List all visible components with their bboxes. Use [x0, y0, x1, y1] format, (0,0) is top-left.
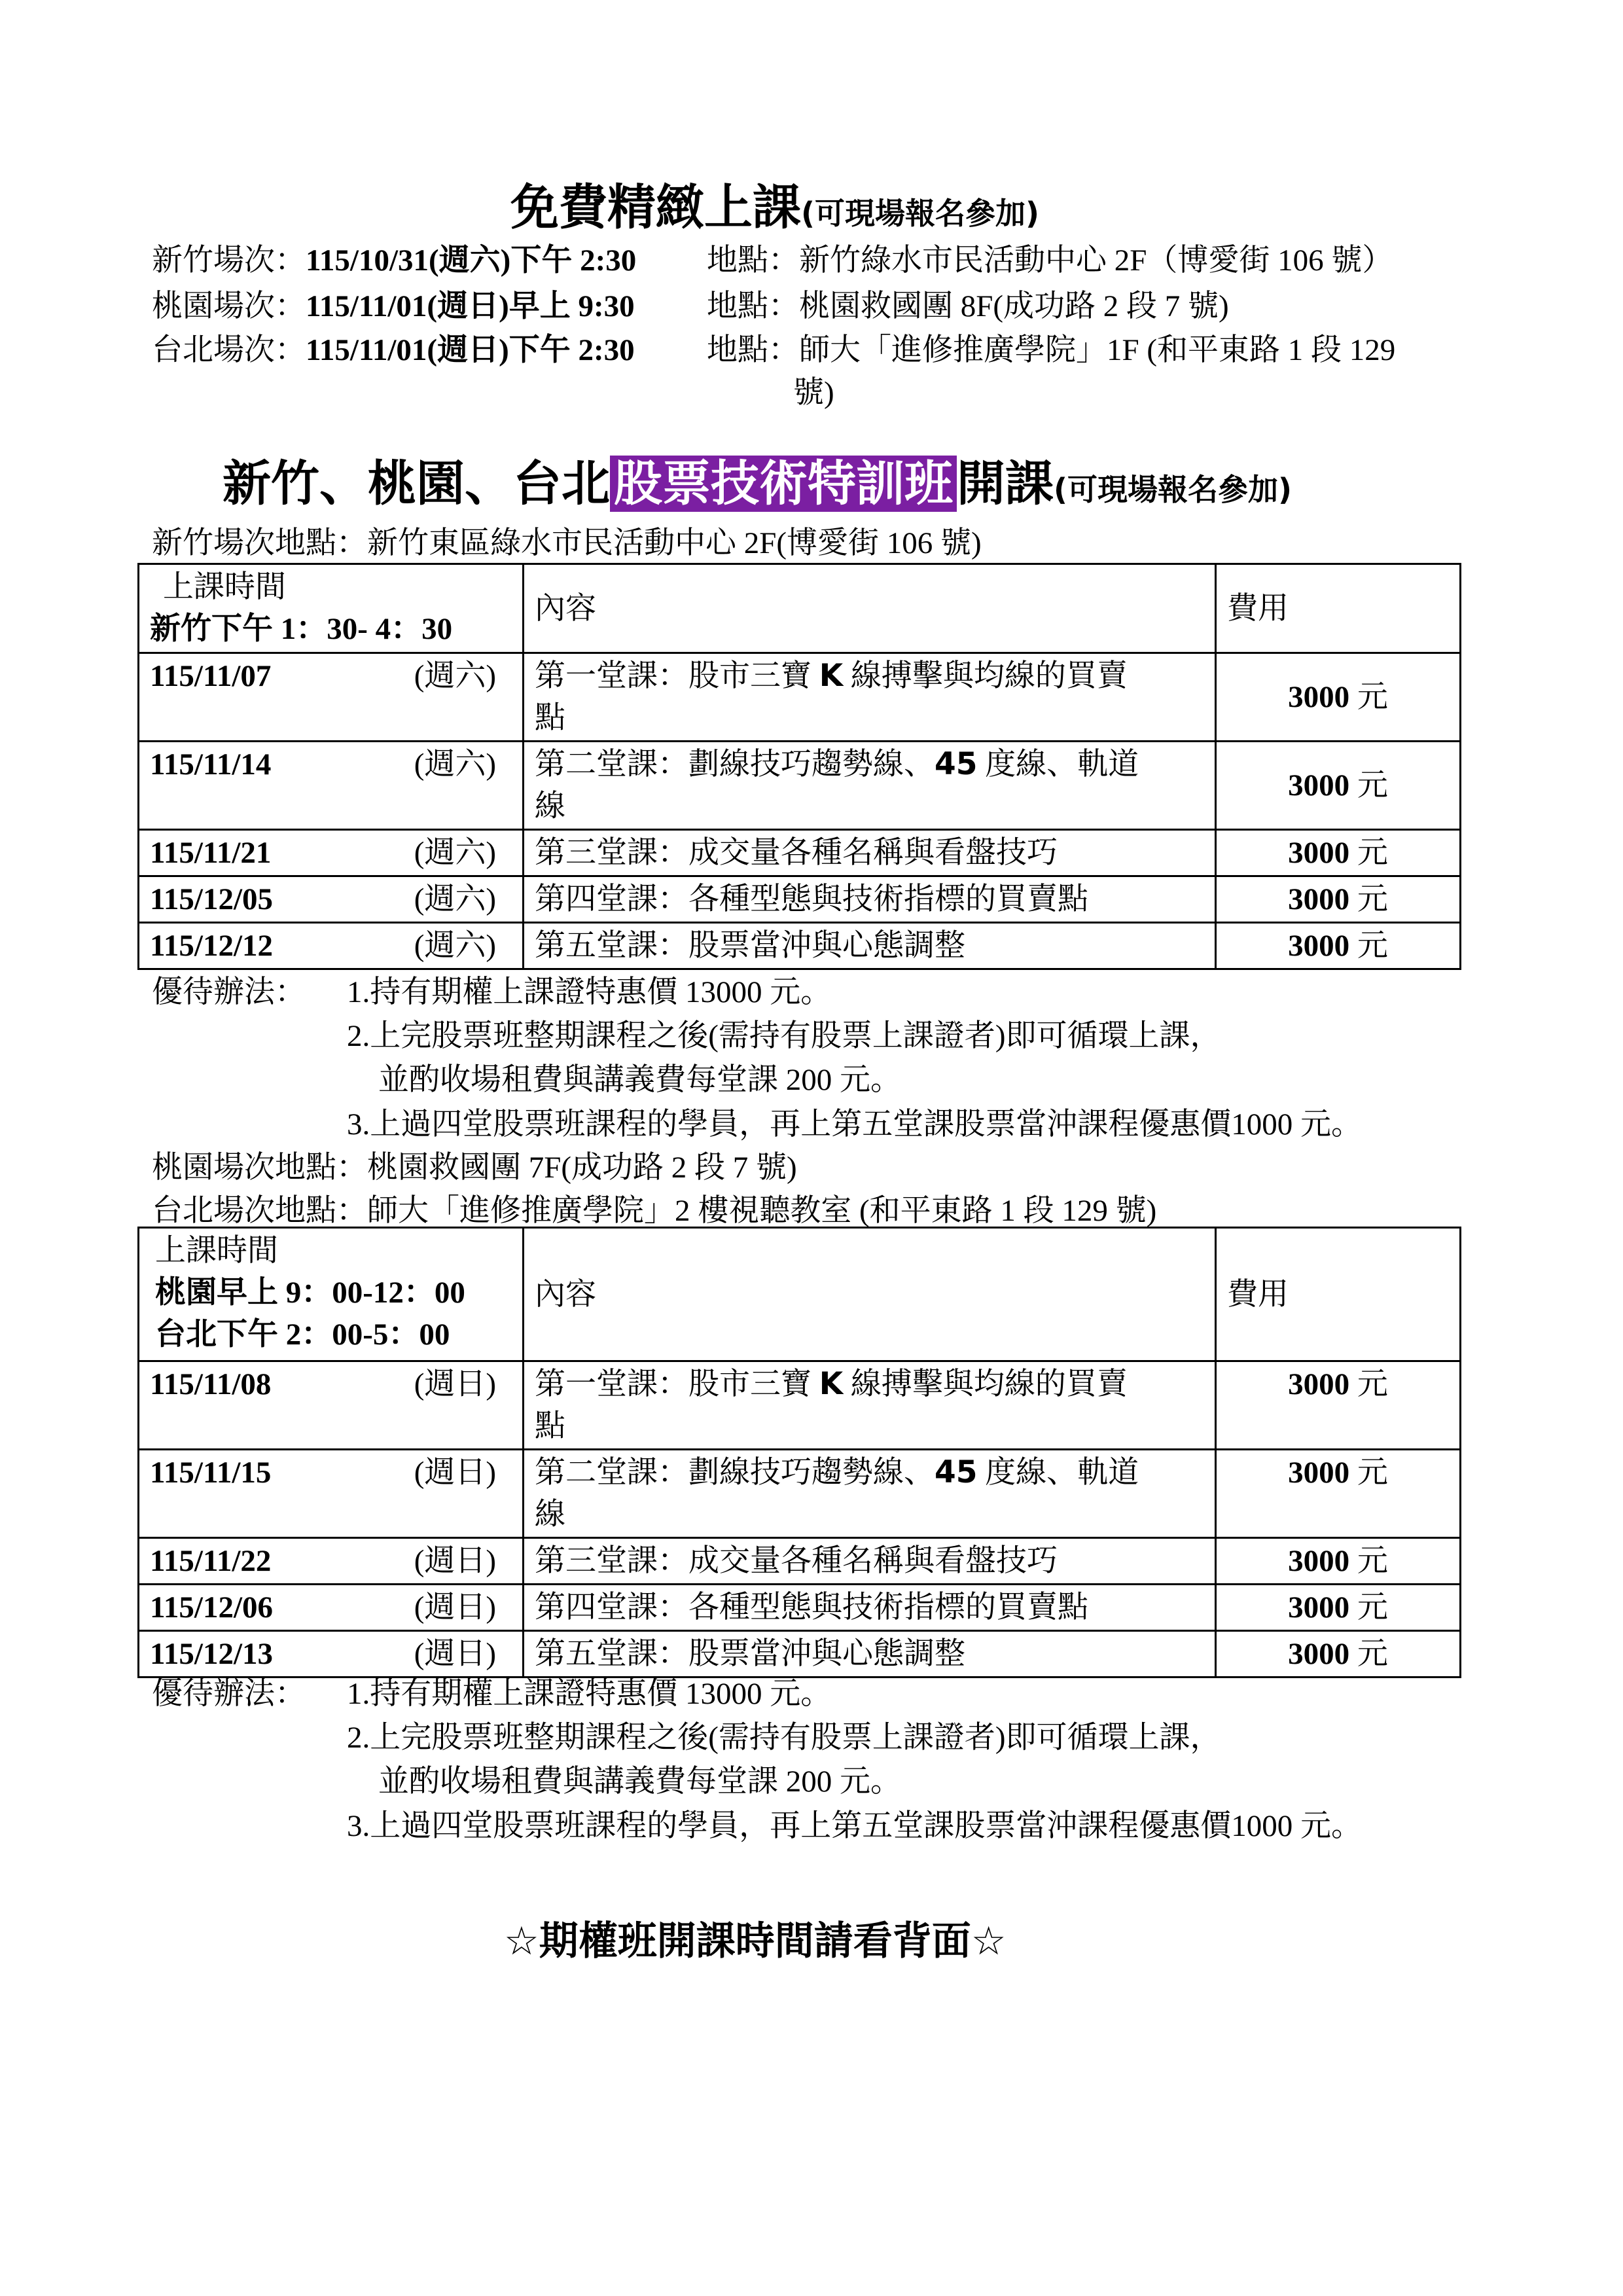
- fee-amount: 3000: [1288, 929, 1350, 963]
- header-fee-cell: 費用: [1216, 1228, 1461, 1361]
- content-text-2: 度線、軌道: [977, 747, 1139, 781]
- content-cell: [524, 653, 1216, 742]
- content-text: 第二堂課：劃線技巧趨勢線、: [535, 747, 935, 781]
- header-time-cell: [139, 1228, 524, 1361]
- header-time-cell: [139, 564, 524, 653]
- date-text: 115/12/06: [150, 1590, 274, 1624]
- fee-unit: 元: [1349, 1544, 1388, 1578]
- fee-cell: [1216, 1631, 1461, 1677]
- offer-item-3-2: 3.上過四堂股票班課程的學員，再上第五堂課股票當沖課程優惠價1000 元。: [347, 1809, 1362, 1843]
- header-content-cell: 內容: [524, 564, 1216, 653]
- weekday-text: (週六): [414, 836, 496, 870]
- table-row: [139, 742, 1461, 830]
- table-row: [139, 923, 1461, 969]
- content-cell: [524, 1450, 1216, 1538]
- date-text: 115/11/07: [150, 659, 272, 693]
- content-emph: 45: [935, 1454, 978, 1490]
- date-text: 115/11/08: [150, 1367, 272, 1401]
- fee-amount: 3000: [1288, 768, 1350, 802]
- fee-unit: 元: [1349, 1456, 1388, 1490]
- content-cell: 第四堂課：各種型態與技術指標的買賣點: [524, 876, 1216, 923]
- content-emph: K: [819, 1366, 844, 1402]
- date-cell: [139, 830, 524, 876]
- training-title-highlight: 股票技術特訓班: [610, 456, 957, 512]
- table-row: [139, 653, 1461, 742]
- free-session-taipei: [152, 325, 635, 369]
- hsinchu-location-line: 新竹場次地點：新竹東區綠水市民活動中心 2F(博愛街 106 號): [152, 526, 982, 560]
- date-text: 115/12/13: [150, 1637, 274, 1671]
- fee-unit: 元: [1349, 929, 1388, 963]
- fee-cell: [1216, 1538, 1461, 1585]
- training-title-note: (可現場報名參加): [1054, 472, 1293, 507]
- fee-amount: 3000: [1288, 1637, 1350, 1671]
- content-cell: 第四堂課：各種型態與技術指標的買賣點: [524, 1585, 1216, 1631]
- fee-unit: 元: [1349, 836, 1388, 870]
- header-time-label: 上課時間: [155, 1234, 278, 1268]
- table-row: [139, 830, 1461, 876]
- taoyuan-taipei-schedule-table: [137, 1227, 1461, 1678]
- footer-note: [504, 1910, 1007, 1966]
- free-session-hsinchu-location: 地點：新竹綠水市民活動中心 2F（博愛街 106 號）: [707, 243, 1393, 278]
- fee-cell: [1216, 1450, 1461, 1538]
- fee-cell: [1216, 653, 1461, 742]
- session-prefix: 台北場次：: [152, 333, 306, 367]
- content-cont: 線: [535, 789, 565, 823]
- free-session-taipei-location: 地點：師大「進修推廣學院」1F (和平東路 1 段 129: [707, 333, 1396, 367]
- content-cell: 第五堂課：股票當沖與心態調整: [524, 923, 1216, 969]
- fee-cell: [1216, 742, 1461, 830]
- header-time-range: 新竹下午 1：30- 4：30: [150, 612, 453, 646]
- content-text-2: 度線、軌道: [977, 1456, 1139, 1490]
- fee-cell: [1216, 830, 1461, 876]
- weekday-text: (週六): [414, 929, 496, 963]
- date-cell: [139, 1538, 524, 1585]
- weekday-text: (週六): [414, 882, 496, 916]
- date-text: 115/11/22: [150, 1544, 272, 1578]
- content-cell: 第五堂課：股票當沖與心態調整: [524, 1631, 1216, 1677]
- free-session-hsinchu: [152, 236, 636, 279]
- fee-unit: 元: [1349, 1590, 1388, 1624]
- header-fee-cell: 費用: [1216, 564, 1461, 653]
- date-cell: [139, 653, 524, 742]
- training-title-post: 開課: [957, 456, 1054, 512]
- fee-unit: 元: [1349, 1367, 1388, 1401]
- header-time-taipei: 台北下午 2：00-5：00: [155, 1318, 450, 1352]
- free-session-taipei-location-cont: 號): [793, 376, 834, 410]
- free-class-title: [510, 169, 1039, 238]
- fee-unit: 元: [1349, 1637, 1388, 1671]
- fee-cell: [1216, 1361, 1461, 1450]
- date-text: 115/12/12: [150, 929, 274, 963]
- table-row: [139, 1361, 1461, 1450]
- content-cell: [524, 1361, 1216, 1450]
- fee-cell: [1216, 1585, 1461, 1631]
- fee-unit: 元: [1349, 680, 1388, 714]
- content-text-2: 線搏擊與均線的買賣: [843, 659, 1128, 693]
- content-text: 第一堂課：股市三寶: [535, 659, 819, 693]
- taipei-location-line: 台北場次地點：師大「進修推廣學院」2 樓視聽教室 (和平東路 1 段 129 號): [152, 1194, 1157, 1228]
- header-time-taoyuan: 桃園早上 9：00-12：00: [155, 1276, 465, 1310]
- weekday-text: (週日): [414, 1637, 496, 1671]
- table-header-row: [139, 1228, 1461, 1361]
- offer-item-2: 2.上完股票班整期課程之後(需持有股票上課證者)即可循環上課，: [347, 1019, 1221, 1053]
- table-header-row: [139, 564, 1461, 653]
- training-title: [223, 445, 1292, 514]
- date-text: 115/11/14: [150, 747, 272, 781]
- offer-item-1-2: 1.持有期權上課證特惠價 13000 元。: [347, 1677, 832, 1711]
- table-row: [139, 876, 1461, 923]
- offer-label-2: 優待辦法：: [152, 1677, 306, 1711]
- weekday-text: (週日): [414, 1590, 496, 1624]
- weekday-text: (週六): [414, 747, 496, 781]
- content-text-2: 線搏擊與均線的買賣: [843, 1367, 1128, 1401]
- date-cell: [139, 1585, 524, 1631]
- offer-item-2-2: 2.上完股票班整期課程之後(需持有股票上課證者)即可循環上課，: [347, 1721, 1221, 1755]
- weekday-text: (週日): [414, 1544, 496, 1578]
- content-text: 第一堂課：股市三寶: [535, 1367, 819, 1401]
- session-time: 115/10/31(週六)下午 2:30: [306, 243, 637, 278]
- offer-item-1: 1.持有期權上課證特惠價 13000 元。: [347, 975, 832, 1009]
- date-text: 115/11/15: [150, 1456, 272, 1490]
- table-row: [139, 1585, 1461, 1631]
- session-prefix: 桃園場次：: [152, 289, 306, 323]
- content-cont: 點: [535, 1409, 565, 1443]
- free-session-taoyuan: [152, 281, 635, 325]
- table-row: [139, 1538, 1461, 1585]
- table-row: [139, 1450, 1461, 1538]
- content-cell: 第三堂課：成交量各種名稱與看盤技巧: [524, 830, 1216, 876]
- star-icon: ☆: [504, 1918, 539, 1964]
- training-title-pre: 新竹、桃園、台北: [223, 456, 610, 512]
- fee-amount: 3000: [1288, 680, 1350, 714]
- footer-text: 期權班開課時間請看背面: [539, 1918, 971, 1964]
- date-cell: [139, 1361, 524, 1450]
- fee-amount: 3000: [1288, 882, 1350, 916]
- fee-unit: 元: [1349, 882, 1388, 916]
- weekday-text: (週日): [414, 1367, 496, 1401]
- offer-item-2-cont: 並酌收場租費與講義費每堂課 200 元。: [378, 1063, 901, 1097]
- offer-item-2-cont-2: 並酌收場租費與講義費每堂課 200 元。: [378, 1765, 901, 1799]
- star-icon: ☆: [971, 1918, 1007, 1964]
- session-time: 115/11/01(週日)下午 2:30: [306, 333, 635, 367]
- header-time-label: 上課時間: [163, 570, 286, 604]
- date-cell: [139, 1450, 524, 1538]
- date-cell: [139, 876, 524, 923]
- content-emph: K: [819, 658, 844, 694]
- date-text: 115/12/05: [150, 882, 274, 916]
- fee-cell: [1216, 923, 1461, 969]
- taoyuan-location-line: 桃園場次地點：桃園救國團 7F(成功路 2 段 7 號): [152, 1151, 797, 1185]
- content-cont: 線: [535, 1498, 565, 1532]
- fee-amount: 3000: [1288, 1367, 1350, 1401]
- date-cell: [139, 923, 524, 969]
- header-content-cell: 內容: [524, 1228, 1216, 1361]
- free-session-taoyuan-location: 地點：桃園救國團 8F(成功路 2 段 7 號): [707, 289, 1229, 323]
- content-cell: [524, 742, 1216, 830]
- fee-unit: 元: [1349, 768, 1388, 802]
- fee-amount: 3000: [1288, 1456, 1350, 1490]
- content-emph: 45: [935, 746, 978, 782]
- fee-amount: 3000: [1288, 1590, 1350, 1624]
- fee-amount: 3000: [1288, 1544, 1350, 1578]
- content-cont: 點: [535, 701, 565, 735]
- content-text: 第二堂課：劃線技巧趨勢線、: [535, 1456, 935, 1490]
- weekday-text: (週六): [414, 659, 496, 693]
- free-class-title-note: (可現場報名參加): [801, 196, 1040, 231]
- date-text: 115/11/21: [150, 836, 272, 870]
- content-cell: 第三堂課：成交量各種名稱與看盤技巧: [524, 1538, 1216, 1585]
- session-time: 115/11/01(週日)早上 9:30: [306, 289, 635, 323]
- date-cell: [139, 742, 524, 830]
- fee-amount: 3000: [1288, 836, 1350, 870]
- session-prefix: 新竹場次：: [152, 243, 306, 278]
- offer-item-3: 3.上過四堂股票班課程的學員，再上第五堂課股票當沖課程優惠價1000 元。: [347, 1107, 1362, 1141]
- offer-label: 優待辦法：: [152, 975, 306, 1009]
- fee-cell: [1216, 876, 1461, 923]
- hsinchu-schedule-table: [137, 563, 1461, 970]
- weekday-text: (週日): [414, 1456, 496, 1490]
- free-class-title-text: 免費精緻上課: [510, 179, 801, 236]
